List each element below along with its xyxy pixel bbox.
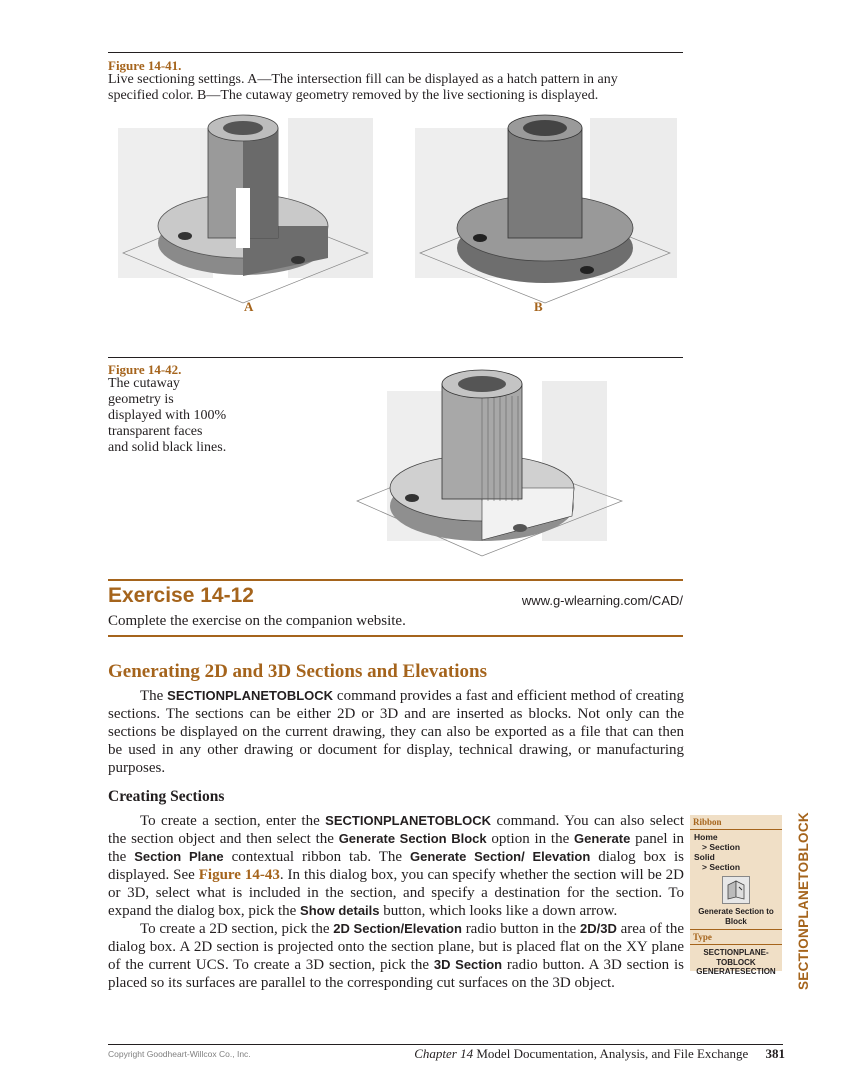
vertical-command-label: SECTIONPLANETOBLOCK — [796, 812, 811, 990]
caption-line: transparent faces — [108, 424, 203, 439]
caption-line: The cutaway — [108, 376, 180, 391]
chapter-label: Chapter 14 — [414, 1046, 474, 1061]
figure-41-title: Figure 14-41. — [108, 58, 182, 73]
bolt-hole — [473, 234, 487, 242]
figure-reference[interactable]: Figure 14-43 — [198, 867, 280, 883]
ribbon-path: Home — [694, 832, 718, 842]
figure-top-rule — [108, 357, 683, 358]
section-heading: Generating 2D and 3D Sections and Elevations — [108, 661, 487, 682]
generate-section-icon[interactable] — [722, 876, 750, 904]
cut-opening — [236, 188, 250, 248]
figure-42-caption — [108, 376, 258, 456]
figure-41a-illustration — [118, 108, 378, 304]
hub-body — [508, 128, 582, 238]
intro-paragraph: The SECTIONPLANETOBLOCK command provides a fast and efficient method of creating sections. The sections can be either 2D or 3D and are inserted as blocks. Not only can the sections be displayed on the current drawing, they can also be exported as a file that can then be used in any other drawing or document for display, technical drawing, or manufacturing purposes. — [108, 688, 684, 776]
body-paragraphs — [108, 812, 684, 992]
type-command: SECTIONPLANE- — [703, 948, 769, 957]
exercise-bottom-rule — [108, 635, 683, 637]
exercise-top-rule — [108, 579, 683, 581]
type-command: GENERATESECTION — [696, 967, 776, 976]
command-sidebar — [690, 815, 782, 976]
bolt-hole — [405, 494, 419, 502]
paragraph: To create a 2D section, pick the 2D Section/Elevation radio button in the 2D/3D area of the dialog box. A 2D section is projected onto the section plane, but is placed flat on the XY plane of the current UCS. To create a 3D section, pick the 3D Section radio button. A 3D section is placed so its surfaces are parallel to the corresponding cut surfaces on the 3D object. — [108, 921, 684, 991]
figure-42-title: Figure 14-42. — [108, 362, 182, 377]
page-number: 381 — [765, 1046, 785, 1061]
ribbon-path: Solid — [694, 852, 715, 862]
ribbon-label: Ribbon — [690, 815, 782, 830]
hub-bore — [223, 121, 263, 135]
hub-bore — [523, 120, 567, 136]
chapter-title: Model Documentation, Analysis, and File Exchange — [476, 1046, 749, 1061]
figure-41-caption — [108, 72, 688, 104]
caption-line: geometry is — [108, 392, 174, 407]
caption-line: displayed with 100% — [108, 408, 227, 423]
bolt-hole — [291, 256, 305, 264]
figure-41-label-a: A — [244, 299, 254, 314]
exercise-text: Complete the exercise on the companion website. — [108, 613, 406, 629]
exercise-title: Exercise 14-12 — [108, 584, 254, 607]
exercise-url[interactable]: www.g-wlearning.com/CAD/ — [521, 593, 683, 608]
section-block-icon — [723, 877, 749, 903]
generate-section-button-label: Generate Section to Block — [698, 907, 774, 926]
bolt-hole — [580, 266, 594, 274]
command-name: SECTIONPLANETOBLOCK — [167, 688, 334, 703]
figure-42-illustration — [352, 366, 632, 562]
footer-rule — [108, 1044, 783, 1045]
bolt-hole — [178, 232, 192, 240]
subsection-heading: Creating Sections — [108, 788, 225, 805]
copyright: Copyright Goodheart-Willcox Co., Inc. — [108, 1049, 251, 1059]
running-footer — [414, 1046, 785, 1062]
type-command: TOBLOCK — [716, 957, 756, 967]
ribbon-path: > Section — [702, 862, 741, 872]
hub-bore — [458, 376, 506, 392]
bolt-hole — [513, 524, 527, 532]
figure-41-label-b: B — [534, 299, 543, 314]
figure-41b-illustration — [415, 108, 680, 304]
caption-line: and solid black lines. — [108, 440, 227, 455]
caption-line: specified color. B—The cutaway geometry removed by the live sectioning is displayed. — [108, 88, 599, 103]
type-label: Type — [690, 929, 782, 945]
figure-top-rule — [108, 52, 683, 53]
ribbon-path: > Section — [702, 842, 741, 852]
caption-line: Live sectioning settings. A—The intersection fill can be displayed as a hatch pattern in any — [108, 72, 618, 87]
paragraph: To create a section, enter the SECTIONPLANETOBLOCK command. You can also select the section object and then select the Generate Section Block option in the Generate panel in the Section Plane contextual ribbon tab. The Generate Section/ Elevation dialog box is displayed. See Figure 14-43. In this dialog box, you can specify whether the section will be 2D or 3D, select what is included in the section, and specify a destination for the section. To expand the dialog box, pick the Show details button, which looks like a down arrow. — [108, 813, 685, 919]
